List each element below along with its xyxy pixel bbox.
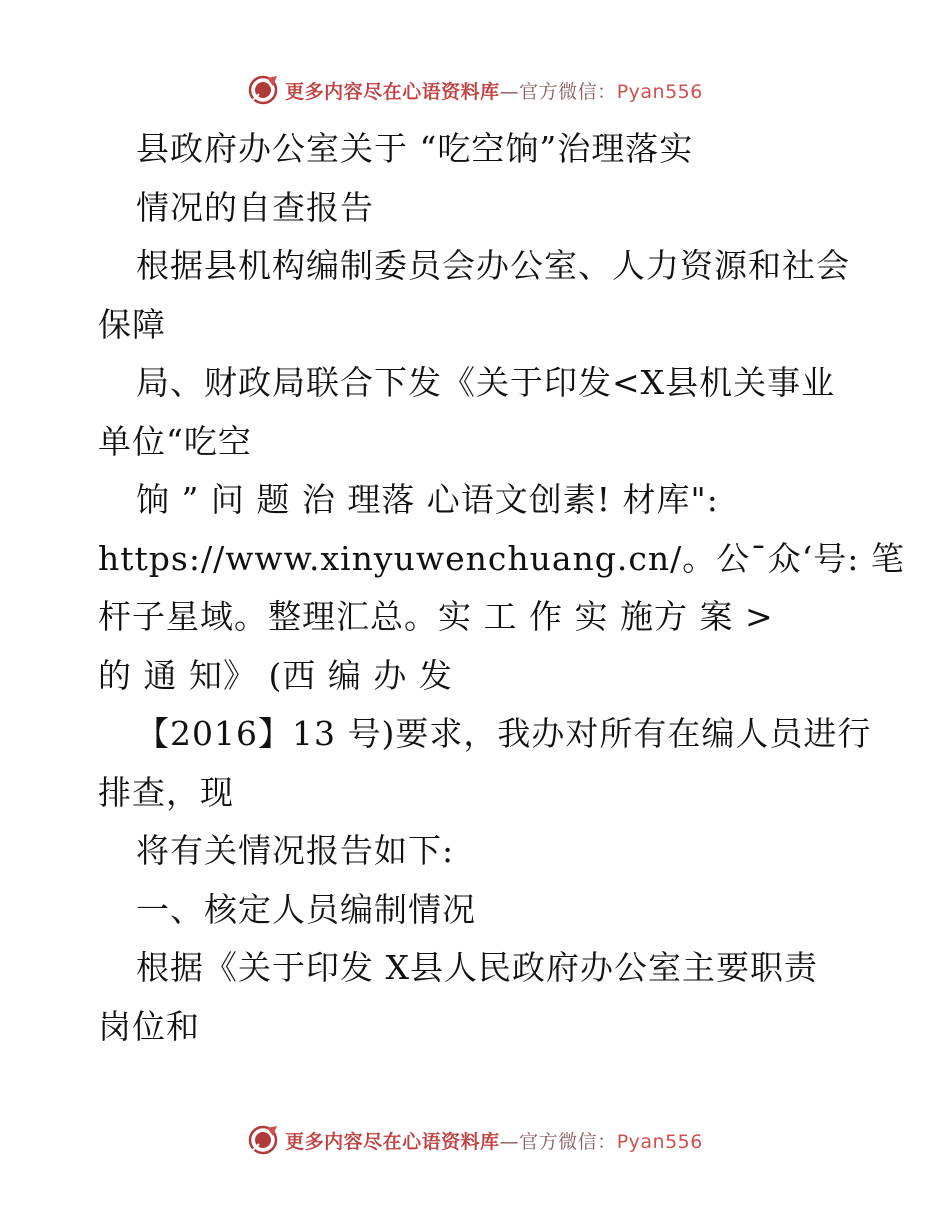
document-line: 情况的自查报告 (136, 187, 374, 227)
document-line: https://www.xinyuwenchuang.cn/。公¯众‘号: 笔 (98, 538, 905, 578)
document-line: 局、财政局联合下发《关于印发<X县机关事业 (136, 363, 836, 402)
document-line: 杆子星域。整理汇总。实 工 作 实 施方 案 > (98, 597, 774, 636)
document-line: 岗位和 (98, 1006, 200, 1046)
document-line: 根据县机构编制委员会办公室、人力资源和社会 (136, 246, 850, 285)
document-line: 排查，现 (98, 772, 234, 812)
watermark-text: 更多内容尽在心语资料库—官方微信：Pyan556 (285, 1130, 703, 1153)
pen-logo-icon (247, 1124, 279, 1156)
document-line: 根据《关于印发 X县人民政府办公室主要职责 (136, 948, 818, 987)
document-line: 将有关情况报告如下: (136, 831, 455, 870)
document-line: 的 通 知》 (西 编 办 发 (98, 655, 453, 695)
document-line: 保障 (98, 304, 166, 344)
document-line: 一、核定人员编制情况 (136, 889, 476, 929)
document-line: 【2016】13 号)要求，我办对所有在编人员进行 (136, 714, 872, 753)
watermark-text: 更多内容尽在心语资料库—官方微信：Pyan556 (285, 80, 703, 103)
document-line: 县政府办公室关于 “吃空饷”治理落实 (136, 129, 694, 168)
document-line: 饷 ” 问 题 治 理落 心语文创素! 材库": (136, 480, 719, 519)
document-line: 单位“吃空 (98, 421, 252, 461)
pen-logo-icon (247, 74, 279, 106)
footer-watermark (0, 1120, 950, 1160)
document-body (98, 120, 905, 1056)
header-watermark (0, 70, 950, 110)
